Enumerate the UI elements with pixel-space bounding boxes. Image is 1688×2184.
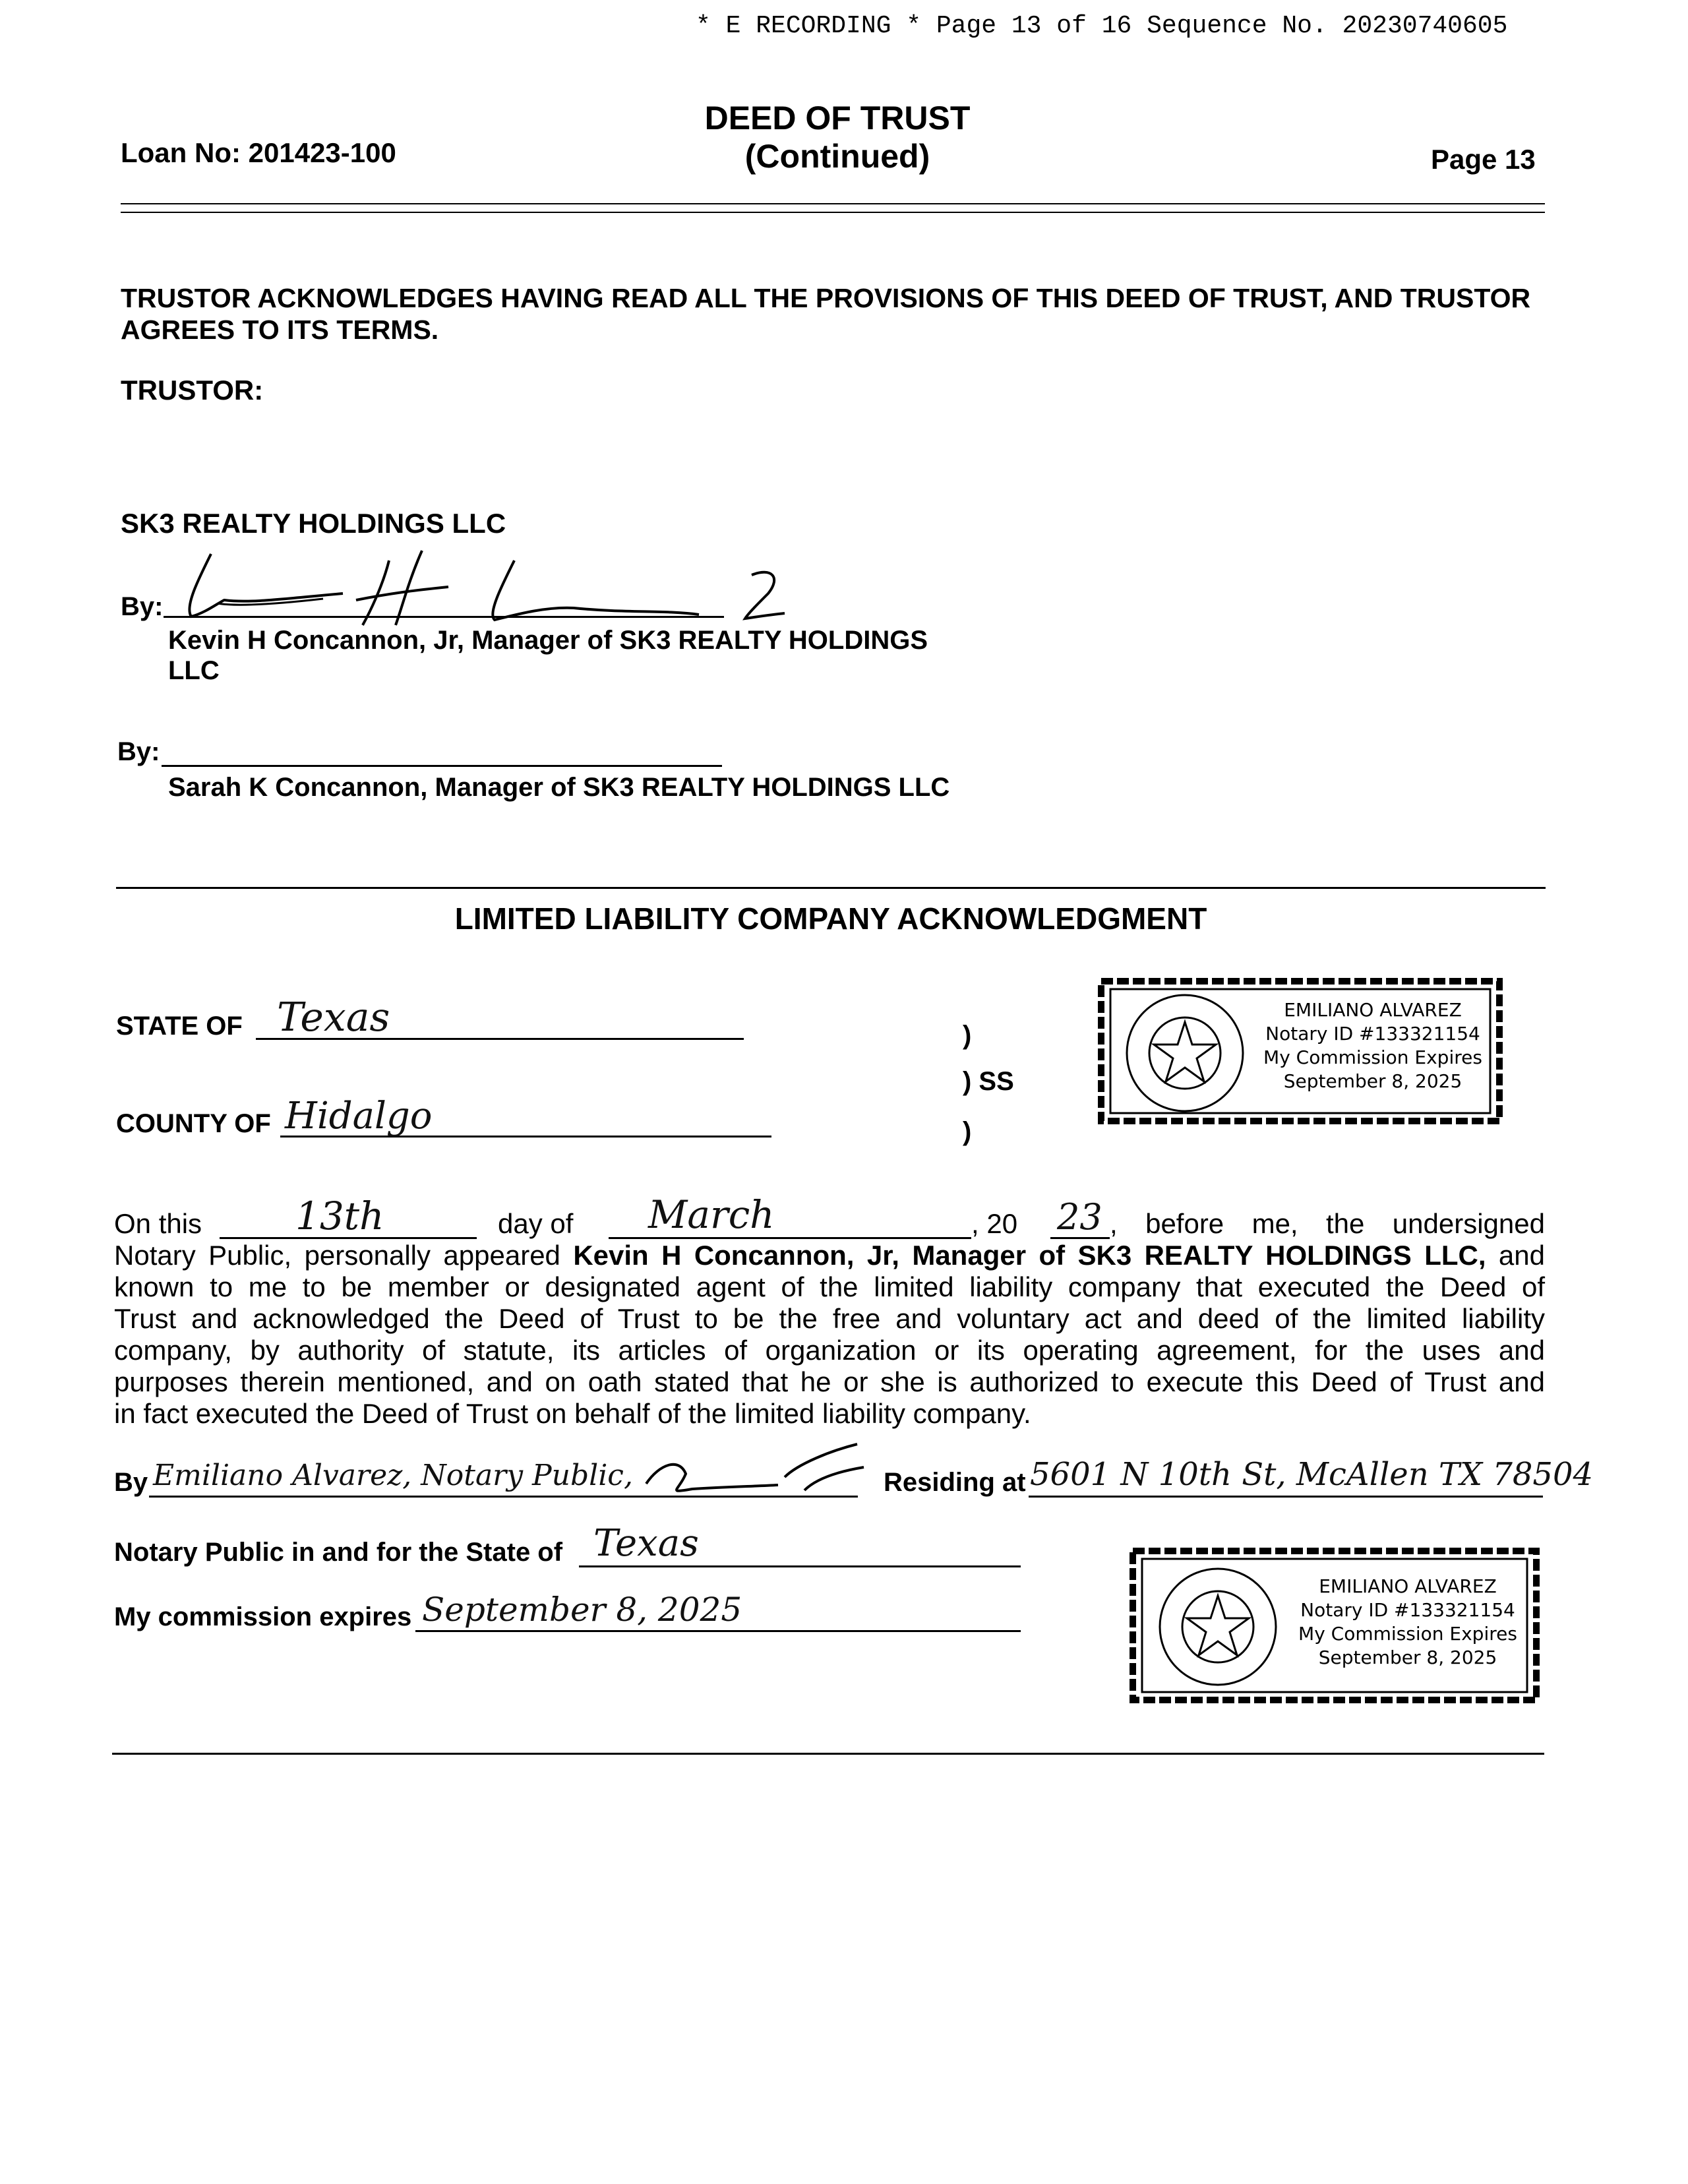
para-line-3: known to me to be member or designated agent of the limited liability company that executed the Deed of — [114, 1271, 1545, 1302]
commission-value: September 8, 2025 — [422, 1591, 742, 1629]
para-line-2-bold: Kevin H Concannon, Jr, Manager of SK3 REALTY HOLDINGS LLC, — [573, 1240, 1486, 1271]
signer-2-name: Sarah K Concannon, Manager of SK3 REALTY HOLDINGS LLC — [168, 773, 950, 802]
commission-line — [415, 1630, 1021, 1632]
loan-number: Loan No: 201423-100 — [121, 137, 396, 168]
notary-state-label: Notary Public in and for the State of — [114, 1538, 563, 1567]
day-of-label: day of — [498, 1208, 574, 1239]
company-name: SK3 REALTY HOLDINGS LLC — [121, 508, 506, 539]
para-line-5: company, by authority of statute, its articles of organization or its operating agreement, for the uses and — [114, 1335, 1545, 1366]
notary-seal-icon — [1122, 990, 1248, 1116]
ss-label: ) SS — [963, 1067, 1014, 1096]
county-label: COUNTY OF — [116, 1109, 271, 1138]
stamp-1-id: Notary ID #133321154 — [1265, 1023, 1480, 1045]
trustor-label: TRUSTOR: — [121, 375, 264, 406]
notary-by-label: By — [114, 1468, 148, 1497]
stamp-1-name: EMILIANO ALVAREZ — [1284, 999, 1462, 1021]
para-line-2 — [114, 1240, 1545, 1271]
footer-rule — [112, 1753, 1544, 1755]
para-line-6: purposes therein mentioned, and on oath stated that he or she is authorized to execute this Deed of Trust and — [114, 1366, 1545, 1397]
year-prefix: , 20 — [971, 1208, 1018, 1239]
commission-label: My commission expires — [114, 1602, 412, 1631]
signature-line-2 — [162, 765, 722, 767]
notary-state-line — [579, 1565, 1021, 1567]
para-line-1 — [114, 1192, 1545, 1241]
section-rule — [116, 887, 1546, 889]
residing-label: Residing at — [884, 1468, 1026, 1497]
signer-1-line-2: LLC — [168, 656, 220, 685]
para-line-2-post: and — [1486, 1240, 1545, 1271]
document-title — [659, 99, 1015, 175]
para-line-4: Trust and acknowledged the Deed of Trust to be the free and voluntary act and deed of the limited liability — [114, 1303, 1545, 1334]
year-value: 23 — [1057, 1196, 1102, 1238]
ack-line-2: AGREES TO ITS TERMS. — [121, 315, 439, 345]
residing-line — [1029, 1496, 1543, 1498]
county-value: Hidalgo — [285, 1095, 433, 1138]
para-line-2-pre: Notary Public, personally appeared — [114, 1240, 574, 1271]
stamp-1-date: September 8, 2025 — [1283, 1070, 1462, 1092]
before-me-text: , before me, the undersigned — [1110, 1208, 1545, 1239]
notary-state-value: Texas — [593, 1522, 699, 1565]
notary-stamp-2 — [1128, 1544, 1542, 1707]
recording-line: * E RECORDING * Page 13 of 16 Sequence No. 20230740605 — [696, 12, 1508, 40]
stamp-2-name: EMILIANO ALVAREZ — [1319, 1575, 1497, 1597]
state-value: Texas — [277, 994, 390, 1041]
on-this-label: On this — [114, 1208, 202, 1239]
header-rule-1 — [121, 203, 1545, 204]
notary-by-value: Emiliano Alvarez, Notary Public, — [153, 1459, 633, 1492]
notary-stamp-1 — [1096, 975, 1505, 1128]
stamp-1-text — [1254, 998, 1492, 1093]
para-line-7: in fact executed the Deed of Trust on behalf of the limited liability company. — [114, 1398, 1031, 1429]
by-label-2: By: — [117, 737, 160, 766]
stamp-2-id: Notary ID #133321154 — [1300, 1599, 1515, 1621]
header-rule-2 — [121, 212, 1545, 213]
title-line-1: DEED OF TRUST — [704, 100, 971, 136]
month-value: March — [648, 1192, 775, 1237]
acknowledgment-title: LIMITED LIABILITY COMPANY ACKNOWLEDGMENT — [454, 901, 1207, 936]
trustor-acknowledgement — [121, 282, 1530, 346]
title-line-2: (Continued) — [744, 138, 930, 175]
stamp-2-text — [1286, 1575, 1530, 1670]
notary-seal-icon — [1155, 1564, 1281, 1689]
ack-line-1: TRUSTOR ACKNOWLEDGES HAVING READ ALL THE PROVISIONS OF THIS DEED OF TRUST, AND TRUSTOR — [121, 283, 1531, 313]
page-number: Page 13 — [1431, 144, 1536, 175]
kevin-signature — [178, 541, 798, 633]
signer-1-name — [168, 625, 928, 686]
stamp-2-date: September 8, 2025 — [1318, 1647, 1497, 1668]
signer-1-line-1: Kevin H Concannon, Jr, Manager of SK3 REALTY HOLDINGS — [168, 626, 928, 655]
stamp-2-commission: My Commission Expires — [1298, 1623, 1517, 1645]
state-label: STATE OF — [116, 1012, 243, 1041]
bracket-top: ) — [963, 1021, 972, 1050]
notary-signature — [633, 1438, 870, 1503]
stamp-1-commission: My Commission Expires — [1263, 1046, 1482, 1068]
residing-value: 5601 N 10th St, McAllen TX 78504 — [1030, 1456, 1594, 1493]
month-line — [609, 1237, 971, 1239]
bracket-bottom: ) — [963, 1117, 972, 1146]
by-label-1: By: — [121, 592, 164, 621]
day-value: 13th — [295, 1194, 384, 1238]
